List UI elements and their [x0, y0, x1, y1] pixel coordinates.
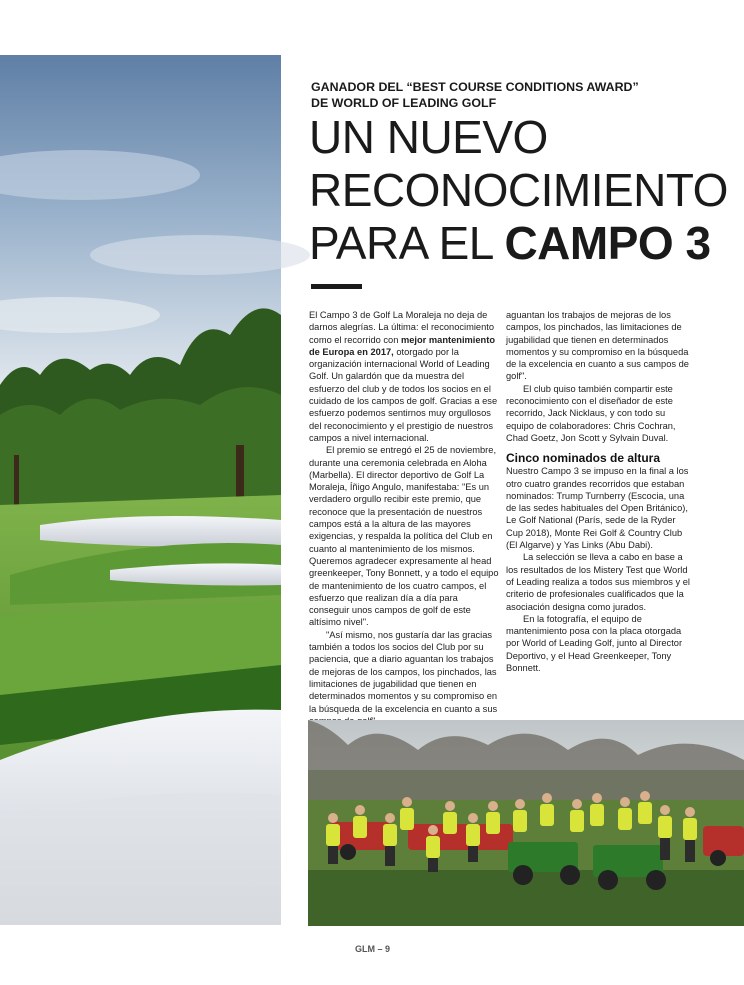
article-headline	[309, 111, 739, 270]
body-column-left	[309, 309, 499, 714]
headline-line-3	[309, 217, 739, 270]
headline-line-2: RECONOCIMIENTO	[309, 164, 728, 216]
paragraph-3: "Así mismo, nos gustaría dar las gracias también a todos los socios del Club por su paciencia, que a diario aguantan los trabajos de mejoras de los campos, los pinchados, las limitaciones de jugabilidad que tienen en determinados momentos y su compromiso en la búsqueda de la excelencia en cuanto a sus	[309, 629, 498, 714]
kicker-line-1: GANADOR DEL “BEST COURSE CONDITIONS AWARD”	[311, 80, 639, 94]
paragraph-1-text-a: El Campo 3 de Golf La Moraleja no deja de darnos alegrías. La última: el reconocimiento como el recorrido con	[309, 310, 495, 345]
paragraph-1	[309, 309, 499, 444]
headline-divider	[311, 284, 362, 289]
kicker-line-2: DE WORLD OF LEADING GOLF	[311, 95, 497, 110]
paragraph-6: La selección se lleva a cabo en base a los resultados de los Mistery Test que World of Leading realiza a todos sus miembros y el criterio de profesionales cualificados que la asociación designa como jurados.	[506, 552, 690, 612]
section-subhead: Cinco nominados de altura	[506, 451, 661, 466]
headline-line-3-pre: PARA EL	[309, 217, 505, 269]
headline-line-1: UN NUEVO	[309, 111, 548, 163]
paragraph-3-continued: aguantan los trabajos de mejoras de los campos, los pinchados, las limitaciones de jugabilidad que tienen en determinados momentos y su compromiso en la búsqueda de la excelencia en cuanto a sus campos de golf".	[506, 310, 689, 382]
paragraph-5: Nuestro Campo 3 se impuso en la final a los otro cuatro grandes recorridos que estaban nominados: Trump Turnberry (Escocia, una de las sedes habituales del Open Británico), Le Golf National (París, sede de la Ryder Cup 2018), Monte Rei Golf & Country Club (El Algarve) y Yas Links (Abu Dabi).	[506, 466, 689, 551]
maintenance-team-photo	[308, 720, 744, 926]
paragraph-1-text-b: otorgado por la organización internacional World of Leading Golf. Un galardón que da muestra del esfuerzo del club y de todos los socios en el cuidado de los campos de golf. Gracias a ese esfuerzo podemos sentirnos muy orgullosos del reconocimiento y el prestigio de nuestros campos a nivel internacional.	[309, 346, 498, 443]
paragraph-7: En la fotografía, el equipo de mantenimiento posa con la placa otorgada por World of Leading Golf, junto al Director Deportivo, y el Head Greenkeeper, Tony Bonnett.	[506, 613, 683, 674]
headline-line-3-bold: CAMPO 3	[504, 217, 711, 269]
paragraph-4: El club quiso también compartir este reconocimiento con el diseñador de este recorrido, Jack Nicklaus, y con todo su equipo de colaboradores: Chris Cochran, Chad Goetz, Jon Scott y Sylvain Duval.	[506, 383, 676, 443]
body-column-right	[506, 309, 692, 674]
paragraph-2: El premio se entregó el 25 de noviembre, durante una ceremonia celebrada en Aloha (Marbella). El director deportivo de Golf La Moraleja, Íñigo Angulo, manifestaba: "Es un verdadero orgullo recibir este premio, que reconoce que la presentación de nuestros campos está a la altura de las mayores exigencias, y respalda la política del Club en cuanto al mantenimiento de los mismos. Queremos agradecer expresamente al head greenkeeper, Tony Bonnett, y a todo el equipo de mantenimiento de los cuatro campos, el esfuerzo que realizan día a día para conseguir unos campos de golf de este altísimo nivel".	[309, 445, 499, 628]
article-kicker	[311, 80, 731, 111]
paragraph-1-bold: mejor mantenimiento de Europa en 2017,	[309, 334, 496, 357]
page-number: GLM – 9	[355, 944, 391, 954]
golf-course-photo	[0, 55, 281, 925]
